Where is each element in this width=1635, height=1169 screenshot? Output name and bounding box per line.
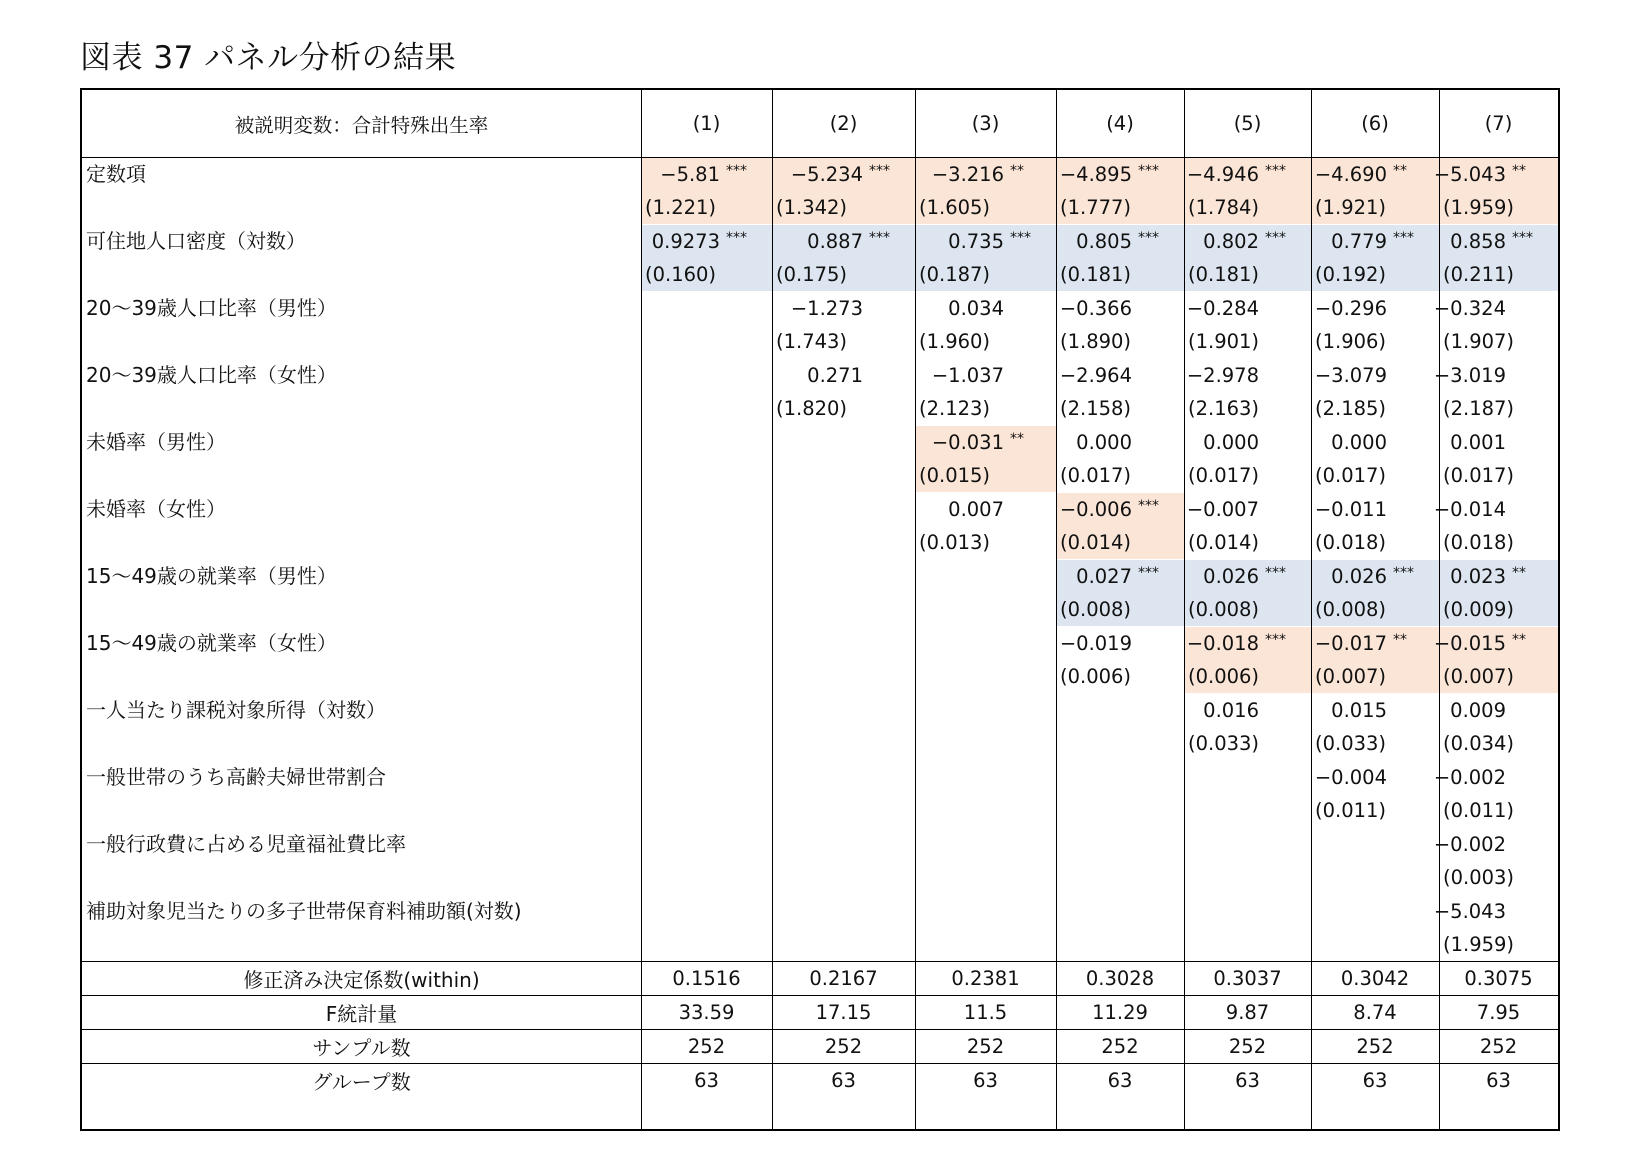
coefficient-estimate: −0.017: [1314, 632, 1387, 655]
coefficient-estimate: 0.034: [948, 297, 1004, 320]
coefficient-estimate: 0.016: [1203, 699, 1259, 722]
standard-error: (0.211): [1443, 262, 1515, 286]
standard-error: (0.008): [1315, 597, 1387, 621]
significance-stars: ***: [1393, 230, 1414, 246]
coefficient-estimate: −3.216: [931, 163, 1004, 186]
statistic-value: 252: [1101, 1034, 1139, 1058]
variable-label: 未婚率（女性）: [86, 497, 226, 521]
statistic-value: 0.3075: [1464, 966, 1533, 990]
coefficient-estimate: −0.366: [1059, 297, 1132, 320]
standard-error: (0.011): [1443, 798, 1515, 822]
standard-error: (0.033): [1188, 731, 1260, 755]
row-divider: [82, 961, 1558, 962]
coefficient-estimate: 0.271: [807, 364, 863, 387]
coefficient-estimate: −4.895: [1059, 163, 1132, 186]
significance-stars: ***: [726, 230, 747, 246]
coefficient-estimate: 0.858: [1450, 230, 1506, 253]
significance-stars: **: [1512, 632, 1526, 648]
standard-error: (1.605): [919, 195, 991, 219]
standard-error: (0.018): [1443, 530, 1515, 554]
column-divider: [772, 90, 773, 1129]
standard-error: (0.007): [1315, 664, 1387, 688]
standard-error: (0.008): [1060, 597, 1132, 621]
coefficient-estimate: 0.026: [1331, 565, 1387, 588]
significance-stars: ***: [1512, 230, 1533, 246]
significance-stars: ***: [869, 163, 890, 179]
standard-error: (0.160): [645, 262, 717, 286]
coefficient-estimate: 0.000: [1076, 431, 1132, 454]
standard-error: (1.743): [776, 329, 848, 353]
standard-error: (0.181): [1060, 262, 1132, 286]
standard-error: (0.033): [1315, 731, 1387, 755]
coefficient-estimate: −0.018: [1186, 632, 1259, 655]
significance-stars: ***: [1138, 565, 1159, 581]
standard-error: (0.017): [1315, 463, 1387, 487]
statistic-value: 63: [1235, 1068, 1260, 1092]
dependent-variable-header: 被説明変数：合計特殊出生率: [234, 113, 489, 137]
coefficient-estimate: −0.006: [1059, 498, 1132, 521]
significance-stars: ***: [1010, 230, 1031, 246]
variable-label: 20～39歳人口比率（女性）: [86, 363, 337, 387]
statistic-value: 9.87: [1225, 1000, 1270, 1024]
coefficient-estimate: 0.026: [1203, 565, 1259, 588]
coefficient-estimate: −5.043: [1433, 163, 1506, 186]
coefficient-estimate: −0.011: [1314, 498, 1387, 521]
coefficient-estimate: −0.284: [1186, 297, 1259, 320]
standard-error: (1.959): [1443, 195, 1515, 219]
standard-error: (0.008): [1188, 597, 1260, 621]
standard-error: (1.907): [1443, 329, 1515, 353]
coefficient-estimate: 0.015: [1331, 699, 1387, 722]
standard-error: (2.158): [1060, 396, 1132, 420]
statistic-value: 252: [1228, 1034, 1267, 1058]
statistic-value: 33.59: [678, 1000, 735, 1024]
standard-error: (0.034): [1443, 731, 1515, 755]
variable-label: 補助対象児当たりの多子世帯保育料補助額(対数): [86, 899, 522, 923]
standard-error: (1.960): [919, 329, 991, 353]
coefficient-estimate: −0.002: [1433, 833, 1506, 856]
coefficient-estimate: −0.007: [1186, 498, 1259, 521]
standard-error: (0.014): [1188, 530, 1260, 554]
coefficient-estimate: −0.324: [1433, 297, 1506, 320]
standard-error: (1.906): [1315, 329, 1387, 353]
coefficient-estimate: 0.023: [1450, 565, 1506, 588]
model-header: (4): [1106, 112, 1134, 135]
coefficient-estimate: −3.019: [1433, 364, 1506, 387]
variable-label: 未婚率（男性）: [86, 430, 226, 454]
standard-error: (0.192): [1315, 262, 1387, 286]
coefficient-estimate: −3.079: [1314, 364, 1387, 387]
coefficient-estimate: −0.296: [1314, 297, 1387, 320]
standard-error: (0.013): [919, 530, 991, 554]
model-header: (7): [1484, 112, 1513, 135]
significance-stars: ***: [1265, 230, 1286, 246]
significance-stars: **: [1010, 431, 1024, 447]
standard-error: (0.015): [919, 463, 991, 487]
coefficient-estimate: −4.946: [1186, 163, 1259, 186]
coefficient-estimate: −5.234: [790, 163, 863, 186]
coefficient-estimate: 0.009: [1450, 699, 1506, 722]
coefficient-estimate: −0.002: [1433, 766, 1506, 789]
statistic-value: 8.74: [1353, 1000, 1397, 1024]
significance-stars: ***: [1265, 632, 1286, 648]
standard-error: (0.017): [1060, 463, 1132, 487]
significance-stars: **: [1393, 632, 1407, 648]
coefficient-estimate: 0.9273: [651, 230, 720, 253]
row-divider: [82, 1063, 1558, 1064]
standard-error: (0.006): [1060, 664, 1132, 688]
variable-label: 15～49歳の就業率（男性）: [86, 564, 337, 588]
regression-results-table: [80, 88, 1560, 1131]
coefficient-estimate: 0.027: [1076, 565, 1132, 588]
significance-stars: ***: [1393, 565, 1414, 581]
standard-error: (1.342): [776, 195, 848, 219]
coefficient-estimate: −0.004: [1314, 766, 1387, 789]
coefficient-estimate: 0.802: [1203, 230, 1259, 253]
statistic-value: 252: [1479, 1034, 1518, 1058]
significance-stars: **: [1512, 565, 1526, 581]
standard-error: (2.123): [919, 396, 991, 420]
coefficient-estimate: −1.037: [931, 364, 1004, 387]
standard-error: (0.187): [919, 262, 991, 286]
statistic-label: F統計量: [325, 1001, 398, 1026]
significance-stars: ***: [1265, 163, 1286, 179]
variable-label: 一般行政費に占める児童福祉費比率: [86, 832, 406, 856]
coefficient-estimate: 0.000: [1331, 431, 1387, 454]
column-divider: [1056, 90, 1057, 1129]
coefficient-estimate: 0.805: [1076, 230, 1132, 253]
statistic-value: 0.2381: [951, 966, 1020, 990]
statistic-value: 0.3042: [1340, 966, 1410, 990]
statistic-value: 252: [1356, 1034, 1394, 1058]
model-header: (5): [1233, 112, 1262, 135]
standard-error: (0.175): [776, 262, 848, 286]
column-divider: [1311, 90, 1312, 1129]
column-divider: [641, 90, 642, 1129]
statistic-value: 63: [1362, 1068, 1388, 1092]
significance-stars: **: [1512, 163, 1526, 179]
statistic-value: 252: [824, 1034, 863, 1058]
statistic-label: サンプル数: [312, 1035, 411, 1060]
statistic-value: 11.5: [963, 1000, 1008, 1024]
significance-stars: ***: [1138, 163, 1159, 179]
standard-error: (0.006): [1188, 664, 1260, 688]
model-header: (3): [971, 112, 1000, 135]
model-header: (1): [692, 112, 721, 135]
standard-error: (0.017): [1188, 463, 1260, 487]
standard-error: (2.163): [1188, 396, 1260, 420]
coefficient-estimate: −4.690: [1314, 163, 1387, 186]
standard-error: (0.009): [1443, 597, 1515, 621]
standard-error: (1.890): [1060, 329, 1132, 353]
standard-error: (0.014): [1060, 530, 1132, 554]
statistic-value: 7.95: [1476, 1000, 1521, 1024]
statistic-value: 0.3037: [1213, 966, 1282, 990]
significance-stars: ***: [869, 230, 890, 246]
column-divider: [1439, 90, 1440, 1129]
standard-error: (1.921): [1315, 195, 1387, 219]
coefficient-estimate: −1.273: [790, 297, 863, 320]
significance-stars: **: [1393, 163, 1407, 179]
variable-label: 定数項: [86, 162, 146, 186]
statistic-value: 63: [694, 1068, 719, 1092]
significance-stars: **: [1010, 163, 1024, 179]
standard-error: (1.784): [1188, 195, 1260, 219]
standard-error: (2.185): [1315, 396, 1387, 420]
standard-error: (1.777): [1060, 195, 1132, 219]
coefficient-estimate: −5.81: [660, 163, 720, 186]
row-divider: [82, 1029, 1558, 1030]
statistic-value: 252: [687, 1034, 726, 1058]
significance-stars: ***: [1138, 230, 1159, 246]
statistic-value: 0.1516: [672, 966, 741, 990]
statistic-value: 63: [1107, 1068, 1133, 1092]
coefficient-estimate: −2.964: [1059, 364, 1132, 387]
variable-label: 一般世帯のうち高齢夫婦世帯割合: [86, 765, 386, 789]
standard-error: (0.017): [1443, 463, 1515, 487]
standard-error: (0.181): [1188, 262, 1260, 286]
statistic-value: 0.2167: [809, 966, 878, 990]
coefficient-estimate: −5.043: [1433, 900, 1506, 923]
standard-error: (1.901): [1188, 329, 1260, 353]
coefficient-estimate: 0.000: [1203, 431, 1259, 454]
statistic-value: 63: [973, 1068, 998, 1092]
statistic-value: 252: [966, 1034, 1005, 1058]
variable-label: 可住地人口密度（対数）: [86, 229, 306, 253]
statistic-value: 17.15: [815, 1000, 872, 1024]
standard-error: (0.018): [1315, 530, 1387, 554]
standard-error: (0.007): [1443, 664, 1515, 688]
standard-error: (2.187): [1443, 396, 1515, 420]
coefficient-estimate: −0.015: [1433, 632, 1506, 655]
variable-label: 一人当たり課税対象所得（対数）: [86, 698, 386, 722]
coefficient-estimate: −0.014: [1433, 498, 1506, 521]
statistic-label: 修正済み決定係数(within): [243, 967, 480, 992]
coefficient-estimate: 0.779: [1331, 230, 1387, 253]
coefficient-estimate: 0.887: [807, 230, 863, 253]
coefficient-estimate: 0.007: [948, 498, 1004, 521]
statistic-value: 63: [831, 1068, 856, 1092]
variable-label: 20～39歳人口比率（男性）: [86, 296, 337, 320]
coefficient-estimate: −0.019: [1059, 632, 1132, 655]
statistic-label: グループ数: [312, 1069, 411, 1094]
standard-error: (1.820): [776, 396, 848, 420]
coefficient-estimate: −0.031: [931, 431, 1004, 454]
coefficient-estimate: 0.001: [1450, 431, 1506, 454]
statistic-value: 11.29: [1092, 1000, 1148, 1024]
column-divider: [915, 90, 916, 1129]
significance-stars: ***: [1138, 498, 1159, 514]
coefficient-estimate: 0.735: [948, 230, 1004, 253]
model-header: (2): [829, 112, 858, 135]
figure-title: 図表 37 パネル分析の結果: [80, 40, 457, 76]
significance-stars: ***: [1265, 565, 1286, 581]
model-header: (6): [1361, 112, 1389, 135]
standard-error: (0.011): [1315, 798, 1387, 822]
column-divider: [1184, 90, 1185, 1129]
statistic-value: 0.3028: [1085, 966, 1155, 990]
coefficient-estimate: −2.978: [1186, 364, 1259, 387]
statistic-value: 63: [1486, 1068, 1511, 1092]
variable-label: 15～49歳の就業率（女性）: [86, 631, 337, 655]
standard-error: (0.003): [1443, 865, 1515, 889]
row-divider: [82, 995, 1558, 996]
standard-error: (1.221): [645, 195, 717, 219]
significance-stars: ***: [726, 163, 747, 179]
standard-error: (1.959): [1443, 932, 1515, 956]
row-divider: [82, 157, 1558, 158]
